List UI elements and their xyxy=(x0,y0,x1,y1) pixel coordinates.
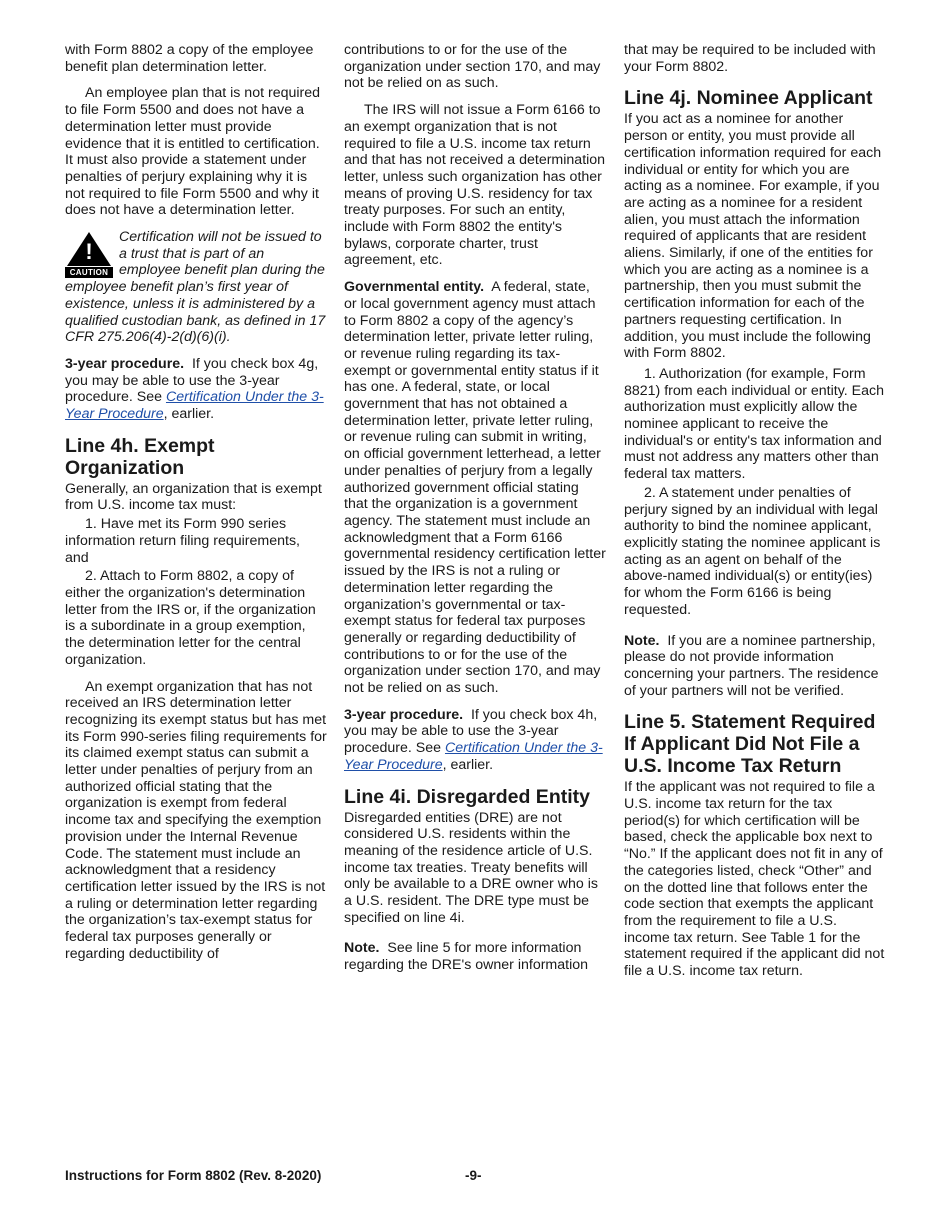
governmental-entity xyxy=(344,279,606,697)
run-in-heading: Governmental entity. xyxy=(344,279,485,296)
heading-line-4h: Line 4h. Exempt Organization xyxy=(65,434,215,479)
paragraph: An exempt organization that has not received an IRS determination letter recognizing its exempt status but has met its Form 990-series filing requirements for its claimed exempt status can submit a letter under penalties of perjury from an authorized official stating that the organization is exempt from federal income tax and specifying the exemption provision under the Internal Revenue Code. The statement must include an acknowledgment that a residency certification letter issued by the IRS is not a ruling or determination letter regarding the organization’s tax-exempt status for federal tax purposes generally or regarding deductibility of xyxy=(65,678,327,962)
list-item: 2. A statement under penalties of perjury signed by an individual with legal authority to bind the nominee applicant, explicitly stating the nominee applicant is acting as an agent on behalf of the above-named individual(s) or entity(ies) for whom the Form 6166 is being requested. xyxy=(624,484,881,618)
paragraph-text: If you check box 4g, you may be able to use the 3-year procedure. See xyxy=(65,355,319,406)
run-in-heading: Note. xyxy=(624,632,660,649)
three-year-procedure xyxy=(65,356,327,423)
paragraph-text: , earlier. xyxy=(163,406,215,423)
caution-icon: ! CAUTION xyxy=(65,232,113,278)
paragraph-text: See line 5 for more information regarding the DRE's owner information xyxy=(344,940,589,974)
paragraph-text: If you check box 4h, you may be able to use the 3-year procedure. See xyxy=(344,706,598,757)
paragraph: with Form 8802 a copy of the employee benefit plan determination letter. xyxy=(65,42,314,75)
heading-line-5: Line 5. Statement Required If Applicant Did Not File a U.S. Income Tax Return xyxy=(624,711,876,778)
paragraph-text: If you are a nominee partnership, please do not provide information concerning your partners. The residence of your partners will not be verified. xyxy=(624,632,879,699)
caution-text: Certification will not be issued to a trust that is part of an employee benefit plan during the employee benefit plan’s first year of existence, unless it is administered by a qualified custodian bank, as defined in 17 CFR 275.206(4)-2(d)(6)(i). xyxy=(65,229,326,346)
caution-label: CAUTION xyxy=(65,267,113,278)
certification-link[interactable]: Certification Under the 3-Year Procedure xyxy=(344,740,603,773)
column-3 xyxy=(624,42,886,990)
list-item: 1. Have met its Form 990 series information return filing requirements, and xyxy=(65,516,300,566)
run-in-heading: 3-year procedure. xyxy=(344,706,464,723)
footer-title: Instructions for Form 8802 (Rev. 8-2020) xyxy=(65,1168,322,1183)
paragraph: Generally, an organization that is exempt from U.S. income tax must: xyxy=(65,480,322,514)
paragraph: Disregarded entities (DRE) are not considered U.S. residents within the meaning of the residence article of U.S. income tax treaties. Treaty benefits will only be available to a DRE owner who is a U.S. resident. The DRE type must be specified on line 4i. xyxy=(344,809,598,926)
paragraph: If the applicant was not required to file a U.S. income tax return for the tax period(s) for which certification will be based, check the applicable box next to “No.” If the applicant does not fit in any of the categories listed, check “Other” and on the dotted line that follows enter the code section that exempts the applicant from the requirement to file a U.S. income tax return. See Table 1 for the statement required if the applicant did not file a U.S. income tax return. xyxy=(624,779,885,980)
list-item: 1. Authorization (for example, Form 8821) from each individual or entity. Each authorization must explicitly allow the nominee applicant to receive the individual's or entity's tax information and must not address any matters other than federal tax matters. xyxy=(624,365,884,483)
three-year-procedure xyxy=(344,707,606,774)
list-item: 2. Attach to Form 8802, a copy of either the organization's determination letter from the IRS or, if the organization is a subordinate in a group exemption, the determination letter for the central organization. xyxy=(65,568,316,668)
run-in-heading: Note. xyxy=(344,940,380,957)
column-2 xyxy=(344,42,606,984)
paragraph: The IRS will not issue a Form 6166 to an exempt organization that is not required to file a U.S. income tax return and that has not received a determination letter, unless such organization has other means of proving U.S. residency for tax treaty purposes. For such an entity, include with Form 8802 the entity's bylaws, corporate charter, trust agreement, etc. xyxy=(344,102,606,269)
heading-line-4i: Line 4i. Disregarded Entity xyxy=(344,785,590,808)
caution-note xyxy=(65,229,327,346)
paragraph-text: , earlier. xyxy=(442,756,494,773)
column-1 xyxy=(65,42,327,972)
certification-link[interactable]: Certification Under the 3-Year Procedure xyxy=(65,389,324,423)
run-in-heading: 3-year procedure. xyxy=(65,355,185,372)
page-number: -9- xyxy=(465,1168,482,1183)
note xyxy=(344,940,606,973)
note xyxy=(624,633,886,700)
paragraph: An employee plan that is not required to file Form 5500 and does not have a determination letter must provide evidence that it is entitled to certification. It must also provide a statement under penalties of perjury explaining why it is not required to file Form 5500 and why it does not have a determination letter. xyxy=(65,85,321,219)
paragraph: If you act as a nominee for another person or entity, you must provide all certification information required for each individual or entity for which you are acting as a nominee. For example, if you are acting as a nominee for a resident alien, you must attach the information required of applicants that are resident aliens. Similarly, if one of the entities for which you are acting as a nominee is a partnership, then you must submit the certification information for each of the partners requesting certification. In addition, you must include the following with Form 8802. xyxy=(624,111,882,362)
heading-line-4j: Line 4j. Nominee Applicant xyxy=(624,87,873,110)
paragraph-text: A federal, state, or local government agency must attach to Form 8802 a copy of the agency’s determination letter, private letter ruling, or revenue ruling regarding its tax-exempt or governmental entity status if it has one. A federal, state, or local government that has not obtained a determination letter, private letter ruling, or revenue ruling can submit in writing, on official government letterhead, a letter under penalties of perjury from a legally authorized government official stating that the organization is a government agency. The statement must include an acknowledgment that a Form 6166 governmental residency certification letter issued by the IRS is not a ruling or determination letter regarding the organization’s governmental or tax-exempt status for federal tax purposes generally or regarding deductibility of contributions to or for the use of the organization under section 170, and may not be relied on as such. xyxy=(344,279,606,697)
paragraph: contributions to or for the use of the organization under section 170, and may not be relied on as such. xyxy=(344,42,601,92)
paragraph: that may be required to be included with your Form 8802. xyxy=(624,42,876,75)
